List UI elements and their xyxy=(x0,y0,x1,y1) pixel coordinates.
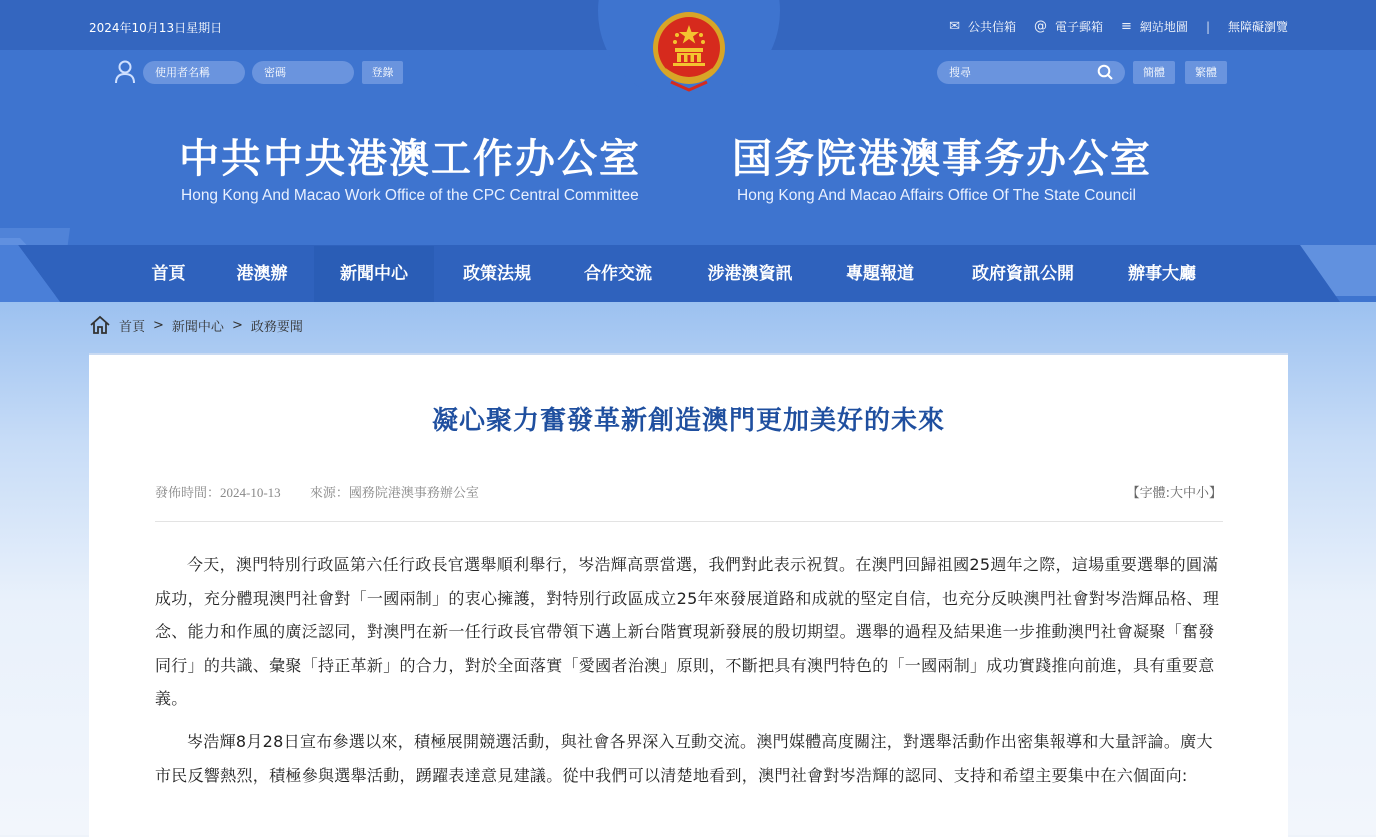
breadcrumb-separator: > xyxy=(153,317,164,333)
mail-icon: ✉ xyxy=(949,19,960,34)
email-link[interactable] xyxy=(1034,18,1103,35)
nav-hk-macao-info[interactable]: 涉港澳資訊 xyxy=(707,264,793,284)
list-icon: ≡ xyxy=(1121,19,1132,34)
breadcrumb-separator: > xyxy=(231,317,243,333)
publish-time: 發佈時間：2024-10-13 xyxy=(155,485,281,500)
search-icon[interactable] xyxy=(1097,64,1113,80)
accessibility-label: 無障礙瀏覽 xyxy=(1227,20,1288,34)
current-date: 2024年10月13日星期日 xyxy=(89,21,223,35)
breadcrumb-home[interactable]: 首頁 xyxy=(119,319,146,335)
article-paragraph-1: 今天，澳門特別行政區第六任行政長官選舉順利舉行，岑浩輝高票當選，我們對此表示祝賀。在澳門回歸祖國25週年之際，這場重要選舉的圓滿成功，充分體現澳門社會對「一國兩制」的衷心擁護，對特別行政區成立25年來發展道路和成就的堅定自信，也充分反映澳門社會對岑浩輝品格、理念、能力和作風的廣泛認同，對澳門在新一任行政長官帶領下邁上新台階實現新發展的殷切期望。選舉的過程及結果進一步推動澳門社會凝聚「奮發同行」的共識、彙聚「持正革新」的合力，對於全面落實「愛國者治澳」原則，不斷把具有澳門特色的「一國兩制」成功實踐推向前進，具有重要意義。 xyxy=(155,555,1220,708)
font-size-control[interactable]: 【字體:大中小】 xyxy=(1126,486,1222,501)
user-icon xyxy=(114,60,136,84)
site-header xyxy=(0,0,1376,302)
title-right-cn: 国务院港澳事务办公室 xyxy=(732,136,1152,182)
title-left-en: Hong Kong And Macao Work Office of the CPC Central Committee xyxy=(181,187,639,204)
article-paragraph-2: 岑浩輝8月28日宣布參選以來，積極展開競選活動，與社會各界深入互動交流。澳門媒體高度關注，對選舉活動作出密集報導和大量評論。廣大市民反響熱烈，積極參與選舉活動，踴躍表達意見建議。從中我們可以清楚地看到，澳門社會對岑浩輝的認同、支持和希望主要集中在六個面向: xyxy=(155,732,1213,785)
password-input[interactable]: 密碼 xyxy=(252,61,354,84)
nav-home[interactable]: 首頁 xyxy=(151,264,186,284)
login-button[interactable]: 登錄 xyxy=(362,61,403,84)
nav-special-reports[interactable]: 專題報道 xyxy=(846,264,914,284)
accessibility-link[interactable] xyxy=(1228,18,1288,35)
national-emblem-icon xyxy=(651,8,727,92)
nav-gov-info[interactable]: 政府資訊公開 xyxy=(972,264,1074,284)
email-label: 電子郵箱 xyxy=(1055,20,1104,34)
simplified-chinese-button[interactable]: 簡體 xyxy=(1133,61,1175,84)
breadcrumb xyxy=(89,315,303,335)
link-separator: | xyxy=(1205,19,1210,34)
nav-hmo[interactable]: 港澳辦 xyxy=(236,264,288,284)
nav-policy[interactable]: 政策法規 xyxy=(463,264,531,284)
meta-divider xyxy=(155,521,1223,522)
at-icon: @ xyxy=(1034,19,1047,34)
sitemap-label: 網站地圖 xyxy=(1139,20,1188,34)
title-right-en: Hong Kong And Macao Affairs Office Of The State Council xyxy=(737,187,1136,204)
article-meta xyxy=(155,482,505,501)
sitemap-link[interactable] xyxy=(1121,18,1188,35)
public-mailbox-link[interactable] xyxy=(949,18,1016,35)
username-input[interactable]: 使用者名稱 xyxy=(143,61,245,84)
main-nav xyxy=(0,246,1376,302)
article-source: 來源：國務院港澳事務辦公室 xyxy=(309,485,479,500)
nav-news-center[interactable]: 新聞中心 xyxy=(314,246,434,302)
article-container xyxy=(89,353,1288,837)
nav-service-hall[interactable]: 辦事大廳 xyxy=(1128,264,1196,284)
public-mailbox-label: 公共信箱 xyxy=(967,20,1016,34)
breadcrumb-government-news[interactable]: 政務要聞 xyxy=(250,319,303,335)
nav-cooperation[interactable]: 合作交流 xyxy=(584,264,652,284)
top-links xyxy=(931,18,1288,35)
breadcrumb-news-center[interactable]: 新聞中心 xyxy=(171,319,224,335)
title-left-cn: 中共中央港澳工作办公室 xyxy=(179,136,641,182)
home-icon[interactable] xyxy=(89,315,111,335)
article-title: 凝心聚力奮發革新創造澳門更加美好的未來 xyxy=(431,406,945,436)
traditional-chinese-button[interactable]: 繁體 xyxy=(1185,61,1227,84)
search-input[interactable]: 搜尋 xyxy=(937,61,1125,84)
